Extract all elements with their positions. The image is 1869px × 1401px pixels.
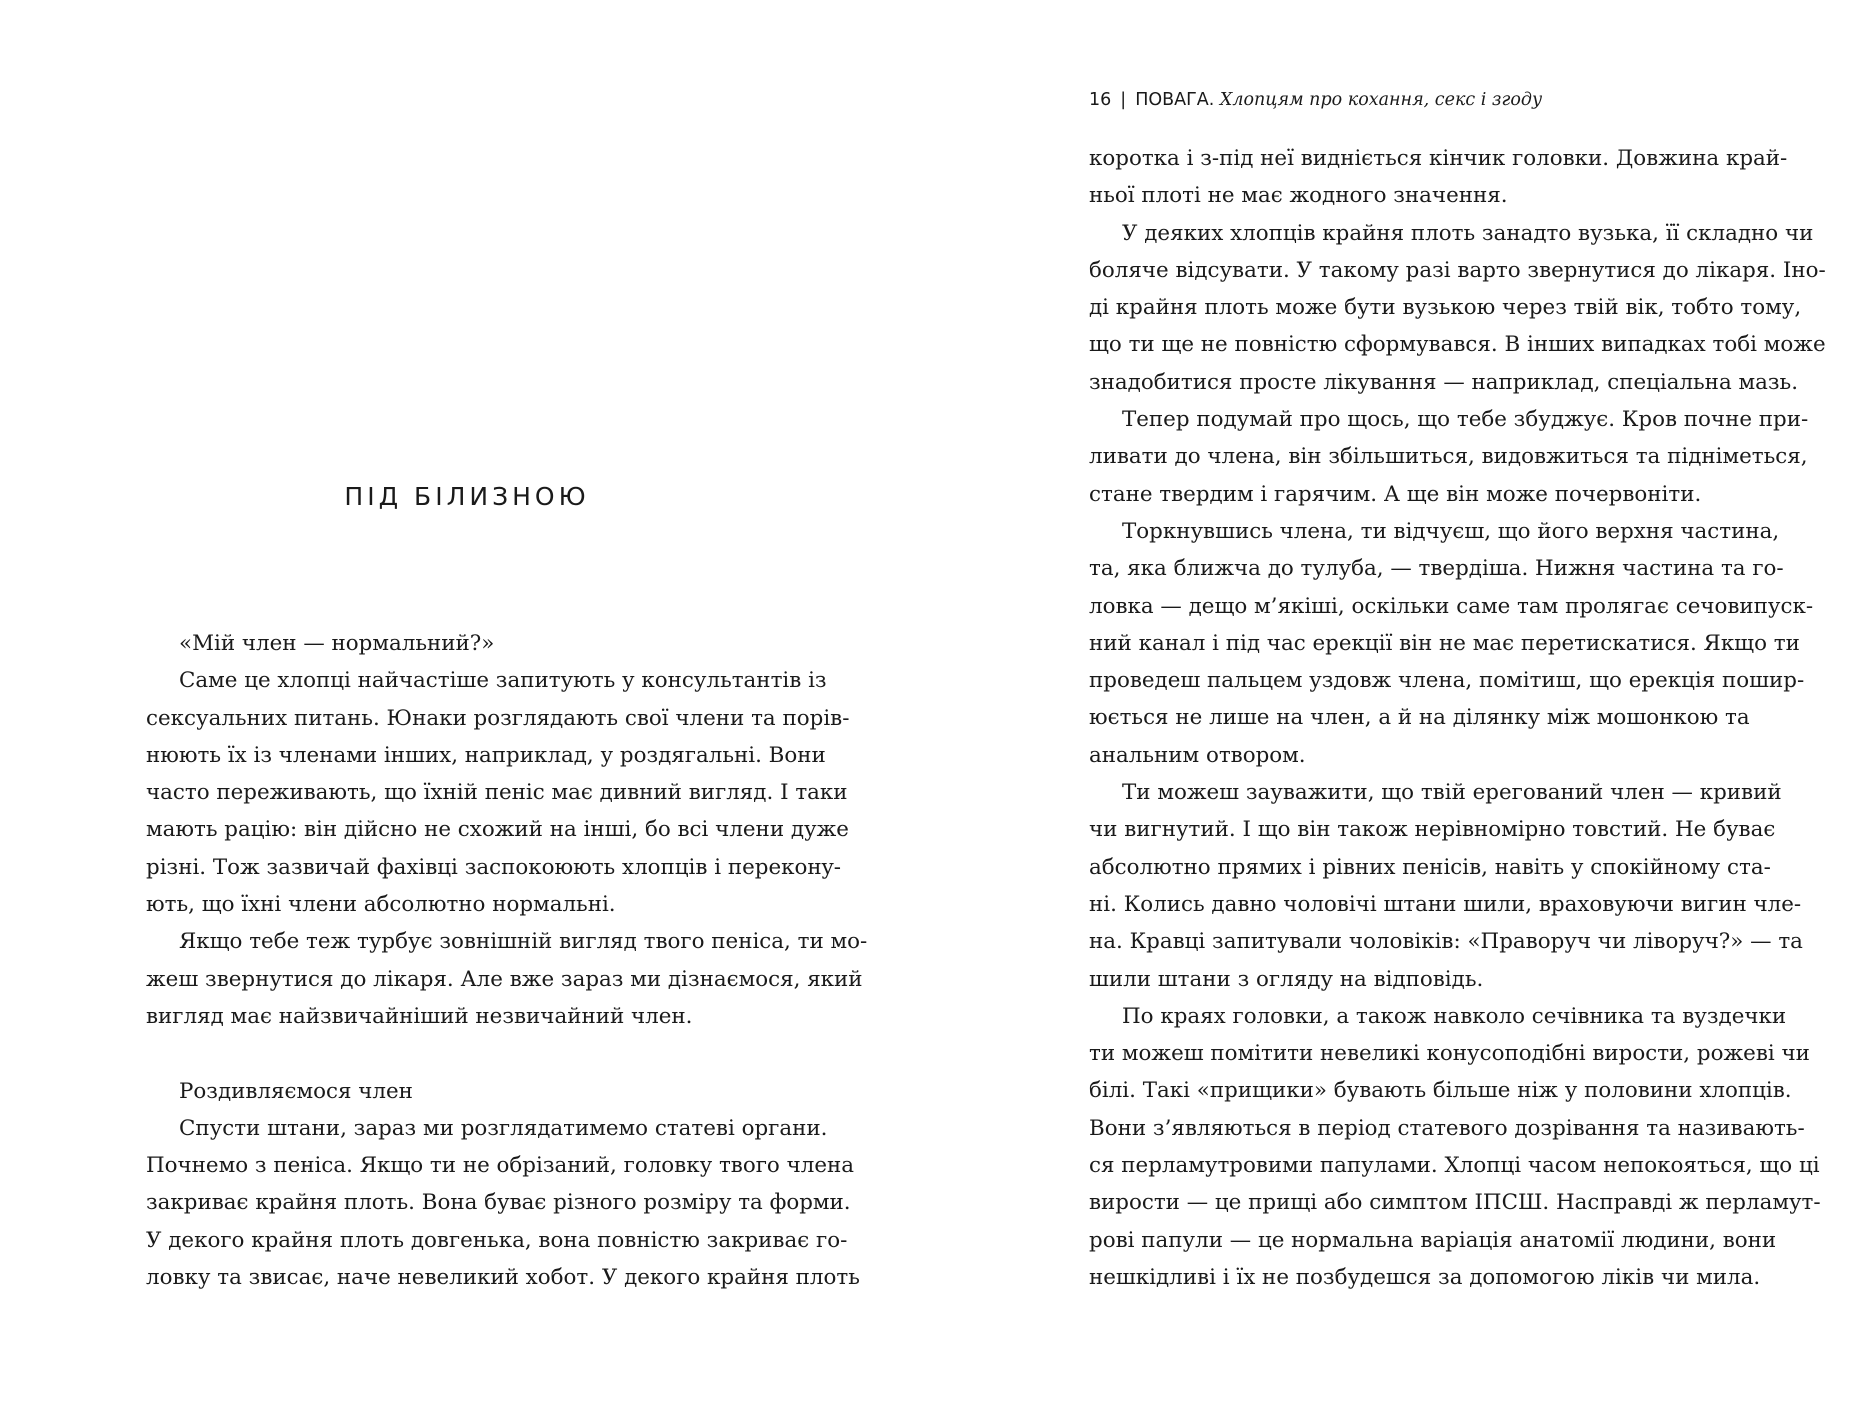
text-line: ді крайня плоть може бути вузькою через твій вік, тобто тому, [1089, 295, 1802, 321]
text-line: Тепер подумай про щось, що тебе збуджує. Кров почне при- [1122, 407, 1809, 433]
text-line: вигляд має найзвичайніший незвичайний член. [146, 1003, 693, 1029]
page-number: 16 [1089, 90, 1112, 110]
text-line: шили штани з огляду на відповідь. [1089, 966, 1484, 992]
text-line: стане твердим і гарячим. А ще він може почервоніти. [1089, 481, 1702, 507]
running-head [1089, 89, 1542, 111]
left-page-text [146, 625, 868, 1296]
right-page [934, 0, 1869, 1401]
text-line: ні. Колись давно чоловічі штани шили, враховуючи вигин чле- [1089, 891, 1802, 917]
text-line: Саме це хлопці найчастіше запитують у консультантів із [179, 668, 827, 694]
text-line: Ти можеш зауважити, що твій ерегований член — кривий [1122, 780, 1782, 806]
text-line: ся перламутровими папулами. Хлопці часом непокояться, що ці [1089, 1153, 1820, 1179]
text-line: вирости — це прищі або симптом ІПСШ. Насправді ж перламут- [1089, 1190, 1821, 1216]
book-subtitle: Хлопцям про кохання, секс і згоду [1219, 90, 1543, 110]
text-line: Почнемо з пеніса. Якщо ти не обрізаний, головку твого члена [146, 1153, 855, 1179]
text-line: закриває крайня плоть. Вона буває різного розміру та форми. [146, 1190, 851, 1216]
text-line: коротка і з-під неї видніється кінчик головки. Довжина край- [1089, 146, 1788, 171]
text-line: ньої плоті не має жодного значення. [1089, 183, 1508, 209]
text-line: У деяких хлопців крайня плоть занадто вузька, її складно чи [1122, 220, 1814, 246]
section-heading: Роздивляємося член [179, 1078, 413, 1104]
text-line: нешкідливі і їх не позбудешся за допомогою ліків чи мила. [1089, 1264, 1761, 1290]
text-line: абсолютно прямих і рівних пенісів, навіть у спокійному ста- [1089, 854, 1771, 880]
text-line: на. Кравці запитували чоловіків: «Праворуч чи ліворуч?» — та [1089, 929, 1803, 955]
chapter-title: ПІД БІЛИЗНОЮ [344, 482, 590, 511]
text-line: чи вигнутий. І що він також нерівномірно товстий. Не буває [1089, 817, 1776, 843]
text-line: проведеш пальцем уздовж члена, помітиш, що ерекція пошир- [1089, 668, 1805, 694]
text-line: часто переживають, що їхній пеніс має дивний вигляд. І таки [146, 780, 848, 806]
text-line: анальним отвором. [1089, 742, 1306, 768]
text-line: та, яка ближча до тулуба, — твердіша. Нижня частина та го- [1089, 556, 1784, 582]
text-line: ти можеш помітити невеликі конусоподібні вирости, рожеві чи [1089, 1041, 1810, 1067]
text-line: У декого крайня плоть довгенька, вона повністю закриває го- [146, 1227, 848, 1253]
text-line: Спусти штани, зараз ми розглядатимемо статеві органи. [179, 1115, 828, 1141]
text-line: ливати до члена, він збільшиться, видовжиться та підніметься, [1089, 444, 1808, 470]
text-line: По краях головки, а також навколо сечівника та вуздечки [1122, 1003, 1787, 1029]
left-page [0, 0, 934, 1401]
text-line: ловка — дещо м’якіші, оскільки саме там пролягає сечовипуск- [1089, 593, 1814, 619]
running-head-separator: | [1120, 90, 1127, 110]
text-line: боляче відсувати. У такому разі варто звернутися до лікаря. Іно- [1089, 257, 1826, 283]
text-line: жеш звернутися до лікаря. Але вже зараз ми дізнаємося, який [146, 966, 863, 992]
text-line: рові папули — це нормальна варіація анатомії людини, вони [1089, 1227, 1777, 1253]
text-line: Якщо тебе теж турбує зовнішній вигляд твого пеніса, ти мо- [179, 929, 868, 955]
text-line: ний канал і під час ерекції він не має перетискатися. Якщо ти [1089, 630, 1800, 656]
text-line: різні. Тож зазвичай фахівці заспокоюють хлопців і переконy- [146, 854, 841, 880]
text-line: ють, що їхні члени абсолютно нормальні. [146, 892, 616, 918]
text-line: мають рацію: він дійсно не схожий на інші, бо всі члени дуже [146, 817, 849, 843]
text-line: Торкнувшись члена, ти відчуєш, що його верхня частина, [1122, 518, 1780, 544]
text-line: нюють їх із членами інших, наприклад, у роздягальні. Вони [146, 742, 826, 768]
text-line: Вони з’являються в період статевого дозрівання та називають- [1089, 1115, 1805, 1141]
book-title: ПОВАГА. [1135, 90, 1215, 110]
text-line: юється не лише на член, а й на ділянку між мошонкою та [1089, 705, 1750, 731]
right-page-text [1089, 140, 1826, 1296]
text-line: білі. Такі «прищики» бувають більше ніж у половини хлопців. [1089, 1078, 1792, 1104]
text-line: сексуальних питань. Юнаки розглядають свої члени та порів- [146, 705, 850, 731]
text-line: що ти ще не повністю сформувався. В інших випадках тобі може [1089, 332, 1826, 358]
section-heading: «Мій член — нормальний?» [179, 631, 495, 656]
paragraph-gap [146, 1035, 795, 1072]
text-line: знадобитися просте лікування — наприклад, спеціальна мазь. [1089, 369, 1798, 395]
text-line: ловку та звисає, наче невеликий хобот. У декого крайня плоть [146, 1265, 860, 1291]
